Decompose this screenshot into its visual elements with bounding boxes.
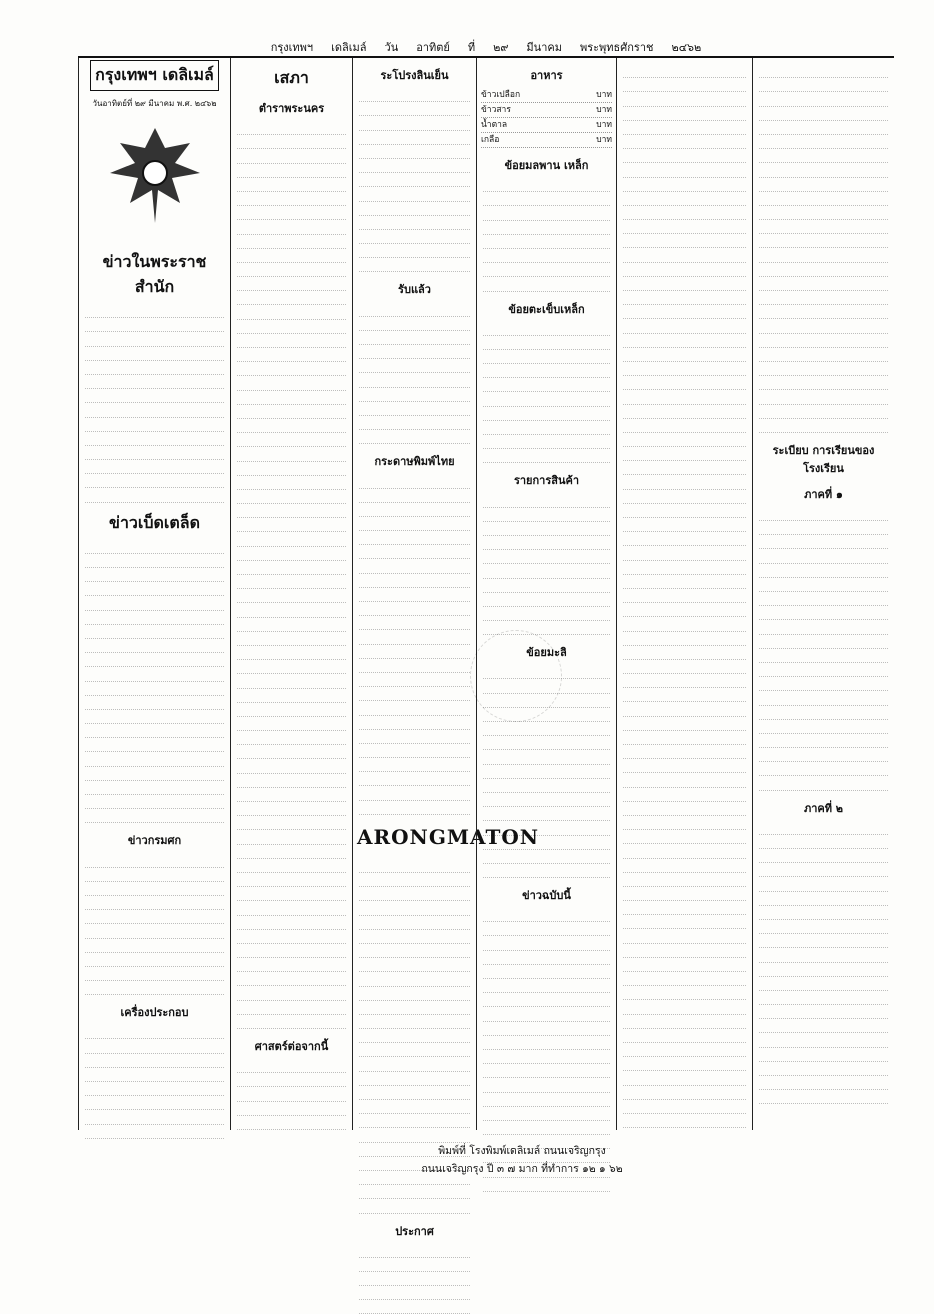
column-4 (476, 58, 616, 1130)
section-heading: รับแล้ว (357, 280, 472, 298)
section-heading: ข่าวในพระราชสำนัก (83, 250, 226, 300)
page-header (78, 38, 894, 58)
masthead-dateline: วันอาทิตย์ที่ ๒๙ มีนาคม พ.ศ. ๒๔๖๒ (83, 97, 226, 110)
article-text (83, 304, 226, 503)
section-subheading: ภาคที่ ๒ (757, 799, 890, 817)
column-3 (352, 58, 476, 1130)
article-text (83, 540, 226, 824)
section-heading: ข้อยมลพาน เหล็ก (481, 156, 612, 174)
section-heading: ข่าวกรมศก (83, 831, 226, 849)
column-5 (616, 58, 752, 1130)
article-text (757, 507, 890, 791)
section-subheading: ตำราพระนคร (235, 99, 348, 117)
section-heading: ข้อยมะลิ (481, 643, 612, 661)
article-text (357, 302, 472, 444)
price-row: เกลือ บาท (481, 133, 612, 148)
column-6 (752, 58, 894, 1130)
header-item: กรุงเทพฯ (269, 38, 315, 56)
garuda-emblem-icon (100, 118, 210, 238)
article-text (757, 64, 890, 433)
article-text (83, 853, 226, 995)
article-text (357, 1244, 472, 1314)
article-text (757, 821, 890, 1105)
header-item: ที่ (466, 38, 477, 56)
section-heading: อาหาร (481, 66, 612, 84)
footer-line: พิมพ์ที่ โรงพิมพ์เดลิเมล์ ถนนเจริญกรุง (200, 1142, 844, 1160)
section-heading: รายการสินค้า (481, 471, 612, 489)
article-text (357, 88, 472, 272)
section-heading: ระเบียบ การเรียนของโรงเรียน (757, 441, 890, 477)
article-text (235, 1059, 348, 1130)
section-heading: เสภา (235, 66, 348, 91)
section-subheading: ภาคที่ ๑ (757, 485, 890, 503)
section-heading: ข่าวฉบับนี้ (481, 886, 612, 904)
header-item: มีนาคม (524, 38, 564, 56)
section-heading: เครื่องประกอบ (83, 1003, 226, 1021)
header-item: เดลิเมล์ (329, 38, 368, 56)
price-list (481, 493, 612, 635)
section-heading: ข้อยตะเข็บเหล็ก (481, 300, 612, 318)
price-row: ข้าวสาร บาท (481, 103, 612, 118)
article-text (83, 1025, 226, 1139)
header-item: อาทิตย์ (414, 38, 452, 56)
header-item: ๒๔๖๒ (669, 38, 703, 56)
section-heading: ข่าวเบ็ดเตล็ด (83, 511, 226, 536)
masthead-title: กรุงเทพฯ เดลิเมล์ (90, 60, 219, 91)
header-item: พระพุทธศักราช (578, 38, 655, 56)
price-row: ข้าวเปลือก บาท (481, 88, 612, 103)
article-text (621, 64, 748, 1128)
masthead (83, 60, 226, 242)
watermark-stamp (470, 630, 562, 722)
price-list (481, 88, 612, 148)
column-1 (78, 58, 230, 1130)
header-item: ๒๙ (491, 38, 510, 56)
price-list (481, 178, 612, 292)
section-heading: ศาสตร์ต่อจากนี้ (235, 1037, 348, 1055)
banner-title: ARONGMATON (357, 825, 472, 849)
header-item: วัน (383, 38, 401, 56)
column-2 (230, 58, 352, 1130)
section-heading: ประกาศ (357, 1222, 472, 1240)
price-list (481, 322, 612, 464)
section-heading: ระโปรงลินเย็น (357, 66, 472, 84)
article-text (357, 474, 472, 815)
section-heading: กระดาษพิมพ์ไทย (357, 452, 472, 470)
price-row: น้ำตาล บาท (481, 118, 612, 133)
article-text (235, 121, 348, 1029)
footer-line: ถนนเจริญกรุง ปี ๓ ๗ มาก ที่ทำการ ๑๒ ๑ ๖๒ (200, 1160, 844, 1178)
page-footer (200, 1142, 844, 1178)
